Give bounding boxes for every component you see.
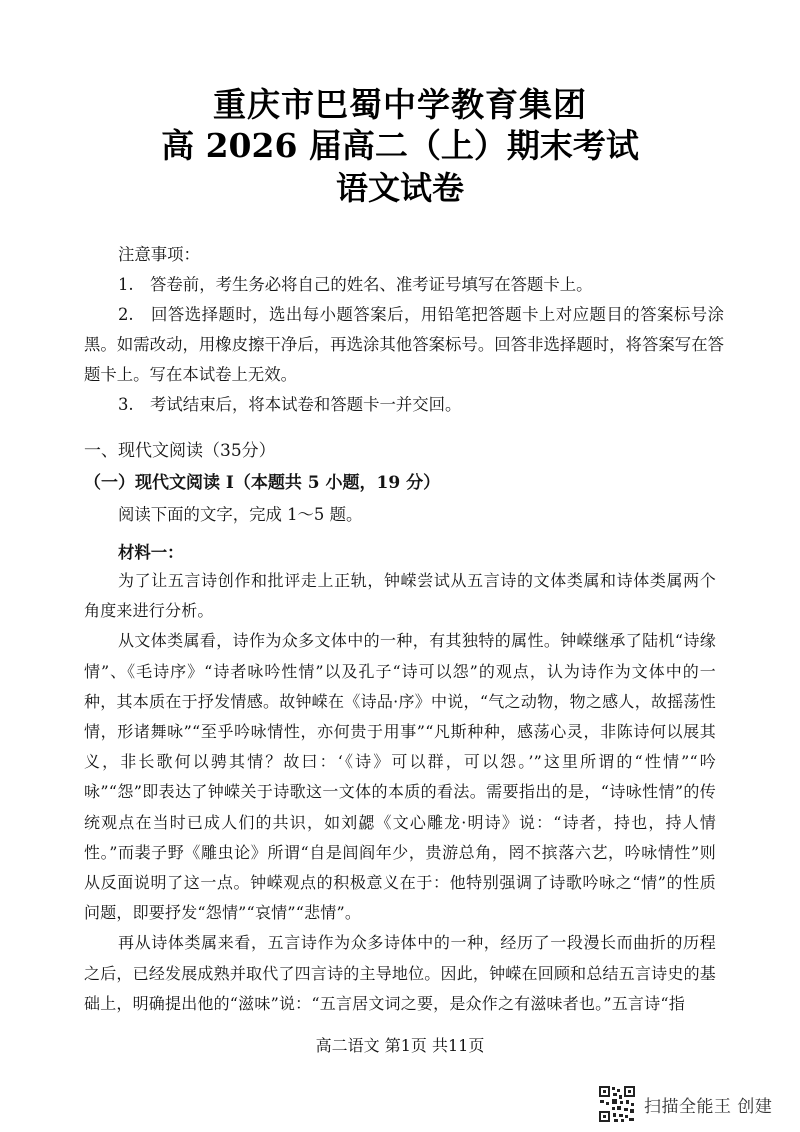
note-item: 1. 答卷前，考生务必将自己的姓名、准考证号填写在答题卡上。	[118, 275, 593, 294]
paper-subject: 语文试卷	[335, 169, 464, 207]
qr-code-icon	[598, 1085, 636, 1123]
subsection-heading: （一）现代文阅读 I（本题共 5 小题，19 分）	[84, 473, 441, 493]
notes-heading: 注意事项：	[118, 245, 200, 264]
reading-instruction: 阅读下面的文字，完成 1～5 题。	[118, 505, 363, 524]
paragraph: 再从诗体类属来看，五言诗作为众多诗体中的一种，经历了一段漫长而曲折的历程之后，已经发展成熟并取代了四言诗的主导地位。因此，钟嵘在回顾和总结五言诗史的基础上，明确提出他的“滋味”说：“五言居文词之要，是众作之有滋味者也。”五言诗“指	[84, 933, 716, 1013]
exam-title	[0, 84, 800, 210]
material-label: 材料一：	[118, 543, 184, 562]
notes-section	[84, 240, 724, 420]
note-item: 3. 考试结束后，将本试卷和答题卡一并交回。	[118, 395, 462, 414]
scanner-brand-text: 扫描全能王 创建	[644, 1096, 773, 1117]
section-heading: 一、现代文阅读（35分）	[84, 441, 276, 461]
school-name: 重庆市巴蜀中学教育集团	[213, 85, 587, 124]
exam-name: 高 2026 届高二（上）期末考试	[161, 126, 639, 165]
paragraph: 为了让五言诗创作和批评走上正轨，钟嵘尝试从五言诗的文体类属和诗体类属两个角度来进行分析。	[84, 571, 716, 621]
paragraph: 从文体类属看，诗作为众多文体中的一种，有其独特的属性。钟嵘继承了陆机“诗缘情”、《毛诗序》“诗者咏吟性情”以及孔子“诗可以怨”的观点，认为诗作为文体中的一种，其本质在于抒发情感。故钟嵘在《诗品·序》中说，“气之动物，物之感人，故摇荡性情，形诸舞咏”“至乎吟咏情性，亦何贵于用事”“凡斯种种，感荡心灵，非陈诗何以展其义，非长歌何以骋其情？故曰：‘《诗》可以群，可以怨。’”这里所谓的“性情”“吟咏”“怨”即表达了钟嵘关于诗歌这一文体的本质的看法。需要指出的是，“诗咏性情”的传统观点在当时已成人们的共识，如刘勰《文心雕龙·明诗》说：“诗者，持也，持人情性。”而裴子野《雕虫论》所谓“自是闾阎年少，贵游总角，罔不摈落六艺，吟咏情性”则从反面说明了这一点。钟嵘观点的积极意义在于：他特别强调了诗歌吟咏之“情”的性质问题，即要抒发“怨情”“哀情”“悲情”。	[84, 631, 716, 923]
material-text	[84, 566, 716, 1019]
scanner-watermark	[598, 1084, 772, 1124]
note-item: 2. 回答选择题时，选出每小题答案后，用铅笔把答题卡上对应题目的答案标号涂黑。如需改动，用橡皮擦干净后，再选涂其他答案标号。回答非选择题时，将答案写在答题卡上。写在本试卷上无效。	[84, 305, 724, 384]
page-footer: 高二语文 第1页 共11页	[315, 1036, 485, 1055]
